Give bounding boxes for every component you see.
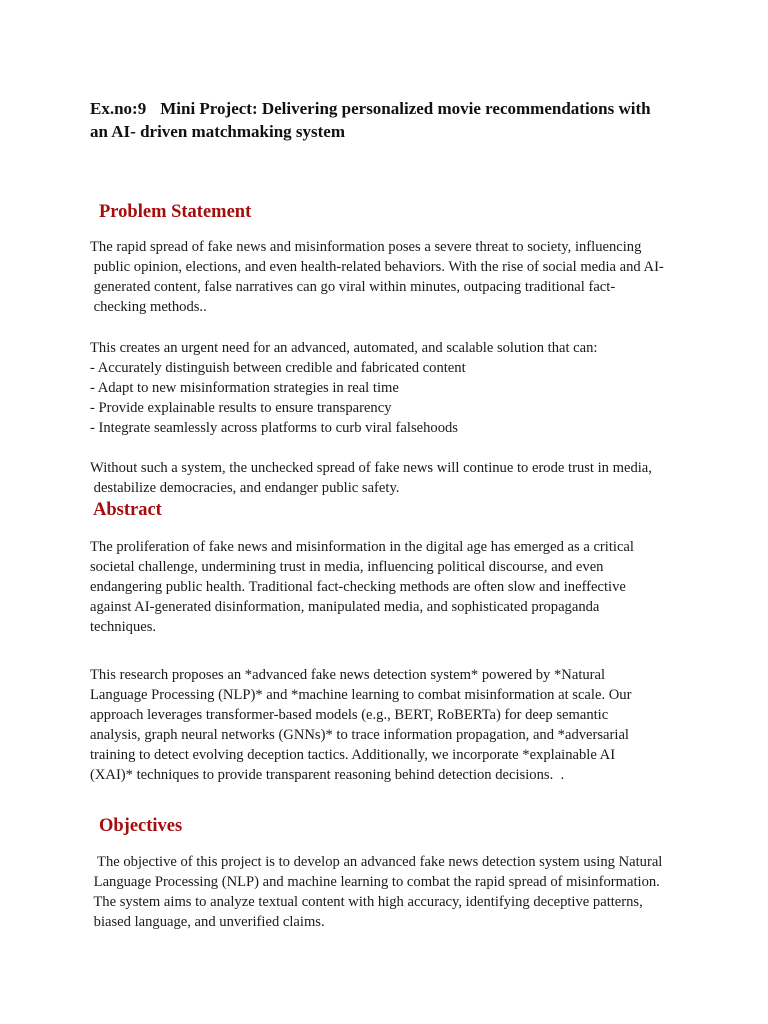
title-line-1: Mini Project: Delivering personalized movie recommendations with [160, 99, 651, 118]
problem-statement-paragraph-2 [90, 338, 710, 438]
text-line: techniques. [90, 619, 157, 635]
abstract-paragraph-1 [90, 537, 710, 637]
document-title [90, 97, 690, 143]
list-item: - Provide explainable results to ensure transparency [90, 400, 392, 416]
text-line: biased language, and unverified claims. [90, 914, 325, 930]
text-line: (XAI)* techniques to provide transparent reasoning behind detection decisions. . [90, 767, 565, 783]
text-line: The objective of this project is to develop an advanced fake news detection system using Natural [90, 854, 663, 870]
problem-statement-heading: Problem Statement [99, 202, 252, 222]
text-line: This research proposes an *advanced fake news detection system* powered by *Natural [90, 667, 606, 683]
title-line-2: an AI- driven matchmaking system [90, 122, 346, 141]
text-line: generated content, false narratives can go viral within minutes, outpacing traditional fact- [90, 279, 616, 295]
text-line: approach leverages transformer-based models (e.g., BERT, RoBERTa) for deep semantic [90, 707, 609, 723]
text-line: The rapid spread of fake news and misinformation poses a severe threat to society, influencing [90, 239, 642, 255]
text-line: destabilize democracies, and endanger public safety. [90, 480, 400, 496]
text-line: The system aims to analyze textual content with high accuracy, identifying deceptive patterns, [90, 894, 643, 910]
list-item: - Adapt to new misinformation strategies in real time [90, 380, 399, 396]
text-line: Without such a system, the unchecked spread of fake news will continue to erode trust in media, [90, 460, 652, 476]
text-line: endangering public health. Traditional fact-checking methods are often slow and ineffective [90, 579, 626, 595]
text-line: The proliferation of fake news and misinformation in the digital age has emerged as a critical [90, 539, 634, 555]
list-item: - Accurately distinguish between credible and fabricated content [90, 360, 466, 376]
problem-statement-paragraph-1 [90, 237, 710, 317]
text-line: analysis, graph neural networks (GNNs)* to trace information propagation, and *adversarial [90, 727, 629, 743]
exercise-number: Ex.no:9 [90, 99, 147, 118]
problem-statement-paragraph-3 [90, 458, 710, 498]
text-line: against AI-generated disinformation, manipulated media, and sophisticated propaganda [90, 599, 600, 615]
objectives-paragraph-1 [90, 852, 720, 932]
text-line: Language Processing (NLP) and machine learning to combat the rapid spread of misinformation. [90, 874, 660, 890]
text-line: societal challenge, undermining trust in media, influencing political discourse, and even [90, 559, 604, 575]
list-item: - Integrate seamlessly across platforms to curb viral falsehoods [90, 420, 458, 436]
text-line: checking methods.. [90, 299, 207, 315]
abstract-heading: Abstract [93, 500, 162, 520]
text-line: training to detect evolving deception tactics. Additionally, we incorporate *explainable AI [90, 747, 616, 763]
text-line: Language Processing (NLP)* and *machine learning to combat misinformation at scale. Our [90, 687, 632, 703]
text-line: public opinion, elections, and even health-related behaviors. With the rise of social media and AI- [90, 259, 664, 275]
objectives-heading: Objectives [99, 816, 183, 836]
abstract-paragraph-2 [90, 665, 710, 785]
text-line: This creates an urgent need for an advanced, automated, and scalable solution that can: [90, 340, 598, 356]
